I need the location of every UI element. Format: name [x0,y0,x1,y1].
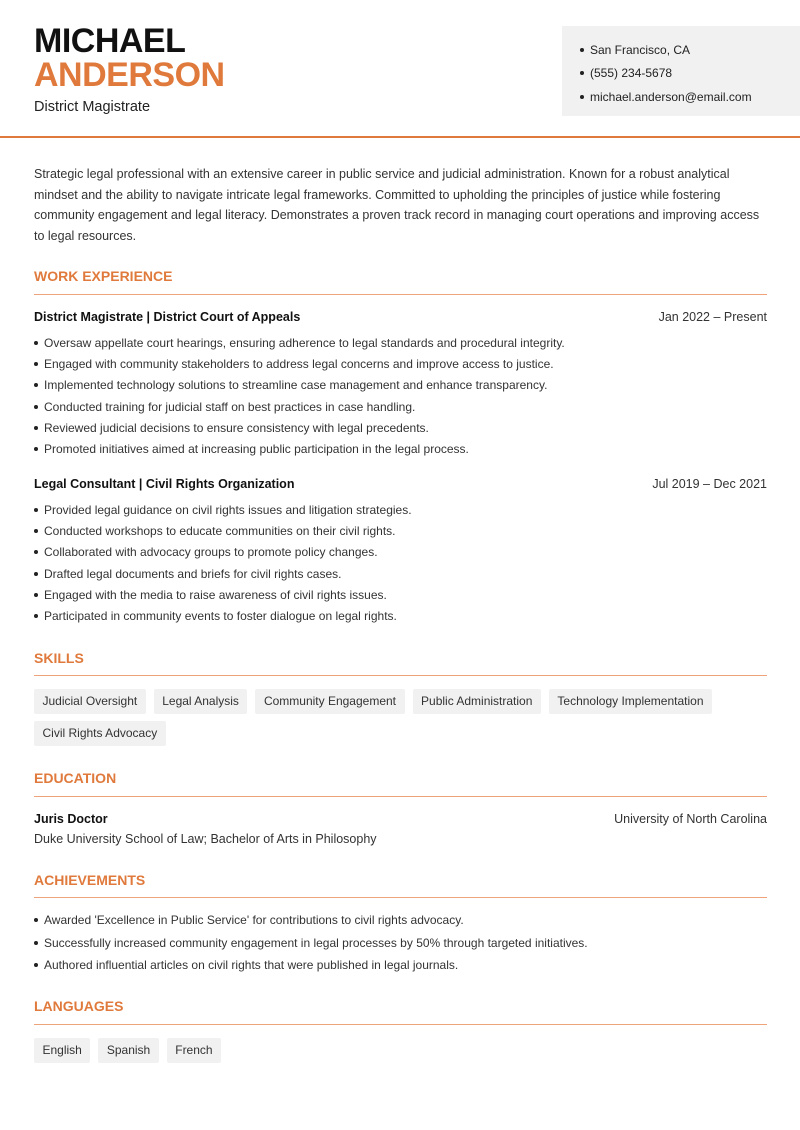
contact-phone [580,62,800,86]
bullet-dot-icon [34,447,38,451]
skill-chip: Legal Analysis [154,689,248,714]
profile-summary: Strategic legal professional with an extensive career in public service and judicial administration. Known for a robust analytical mindset and the ability to navigate intricate legal frameworks. Committed to upholding the principles of justice while fostering community engagement and legal literacy. Demonstrates a proven track record in managing court operations and improving access to legal resources. [34,167,760,243]
list-item: Authored influential articles on civil rights that were published in legal journals. [34,954,767,977]
bullet-dot-icon [34,572,38,576]
list-item: Awarded 'Excellence in Public Service' for contributions to civil rights advocacy. [34,909,767,932]
list-item: Conducted workshops to educate communities on their civil rights. [34,520,767,541]
bullet-dot-icon [580,71,584,75]
location-text: San Francisco, CA [590,42,691,57]
contact-email [580,85,800,109]
language-chip: English [34,1038,90,1063]
skill-chip: Judicial Oversight [34,689,146,714]
bullet-dot-icon [34,593,38,597]
school: University of North Carolina [614,812,767,826]
job-title: District Magistrate [34,99,151,115]
section-divider [34,1024,767,1025]
list-item: Conducted training for judicial staff on best practices in case handling. [34,396,767,417]
bullet-dot-icon [34,941,38,945]
list-item: Successfully increased community engagement in legal processes by 50% through targeted initiatives. [34,932,767,955]
skill-chip: Community Engagement [255,689,404,714]
bullet-dot-icon [34,529,38,533]
list-item: Promoted initiatives aimed at increasing public participation in the legal process. [34,438,767,459]
skill-chip: Public Administration [413,689,541,714]
achievements-heading: ACHIEVEMENTS [34,872,146,888]
language-chip: Spanish [98,1038,158,1063]
languages-list [34,1038,774,1070]
section-divider [34,796,767,797]
section-divider [34,675,767,676]
job-title-company: Legal Consultant | Civil Rights Organization [34,477,295,491]
phone-text: (555) 234-5678 [590,66,673,81]
last-name: ANDERSON [34,56,225,94]
bullet-dot-icon [34,614,38,618]
contact-location [580,38,800,62]
section-divider [34,294,767,295]
list-item: Collaborated with advocacy groups to promote policy changes. [34,542,767,563]
list-item: Reviewed judicial decisions to ensure consistency with legal precedents. [34,417,767,438]
bullet-dot-icon [34,963,38,967]
job-bullets [34,332,767,460]
bullet-dot-icon [34,362,38,366]
bullet-dot-icon [580,48,584,52]
achievements-list [34,909,767,977]
contact-box [562,26,800,116]
first-name: MICHAEL [34,22,186,60]
job-title-company: District Magistrate | District Court of Appeals [34,310,301,324]
email-text: michael.anderson@email.com [590,89,752,104]
job-header [34,310,767,324]
skills-heading: SKILLS [34,650,84,666]
skill-chip: Technology Implementation [549,689,712,714]
list-item: Implemented technology solutions to streamline case management and enhance transparency. [34,375,767,396]
list-item: Oversaw appellate court hearings, ensuring adherence to legal standards and procedural integrity. [34,332,767,353]
education-header [34,812,767,826]
job-header [34,477,767,491]
bullet-dot-icon [34,508,38,512]
resume-header [0,0,800,138]
bullet-dot-icon [580,95,584,99]
section-divider [34,897,767,898]
bullet-dot-icon [34,426,38,430]
work-experience-heading: WORK EXPERIENCE [34,268,173,284]
degree: Juris Doctor [34,812,108,826]
skills-list [34,689,774,753]
job-dates: Jan 2022 – Present [658,310,767,324]
list-item: Participated in community events to foster dialogue on legal rights. [34,605,767,626]
bullet-dot-icon [34,918,38,922]
languages-heading: LANGUAGES [34,998,124,1014]
list-item: Provided legal guidance on civil rights issues and litigation strategies. [34,499,767,520]
job-dates: Jul 2019 – Dec 2021 [652,477,767,491]
education-detail: Duke University School of Law; Bachelor of Arts in Philosophy [34,832,377,846]
job-bullets [34,499,767,627]
list-item: Engaged with the media to raise awareness of civil rights issues. [34,584,767,605]
education-heading: EDUCATION [34,770,117,786]
bullet-dot-icon [34,405,38,409]
bullet-dot-icon [34,383,38,387]
bullet-dot-icon [34,550,38,554]
language-chip: French [167,1038,221,1063]
bullet-dot-icon [34,341,38,345]
list-item: Drafted legal documents and briefs for civil rights cases. [34,563,767,584]
list-item: Engaged with community stakeholders to address legal concerns and improve access to justice. [34,353,767,374]
skill-chip: Civil Rights Advocacy [34,721,166,746]
